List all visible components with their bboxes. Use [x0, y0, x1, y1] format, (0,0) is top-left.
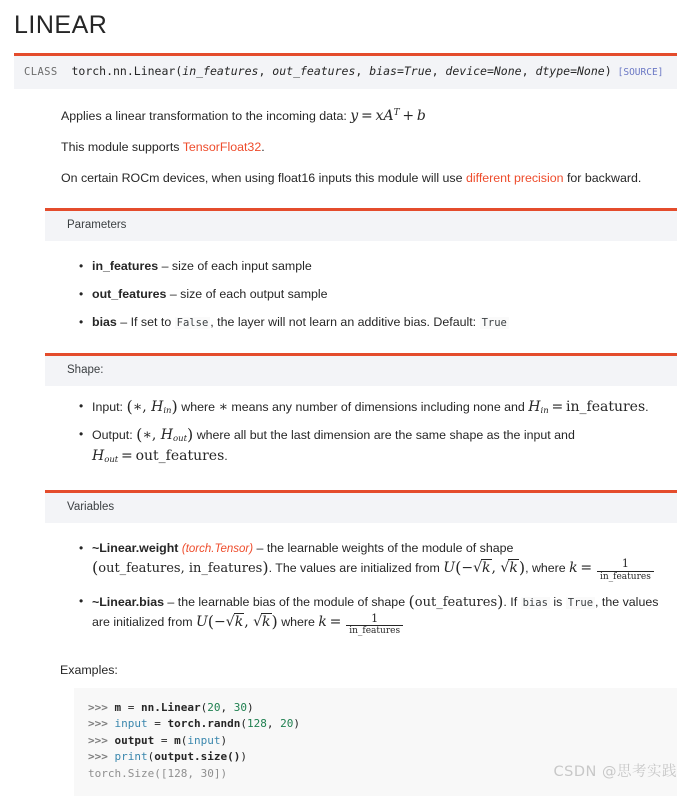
intro-text-2: This module supports: [61, 140, 183, 154]
signature-close-paren: ): [604, 64, 612, 78]
shape-input-mid: where: [177, 400, 219, 414]
variable-type-weight: torch.Tensor: [185, 543, 250, 555]
shape-output-tuple: (∗, $H_{out}$): [136, 425, 194, 444]
list-item: [49, 398, 673, 420]
list-item: [49, 540, 673, 582]
list-item: [49, 314, 673, 332]
code-line: >>> print(output.size()): [88, 750, 247, 764]
intro-text-3: On certain ROCm devices, when using float16 inputs this module will use: [61, 171, 466, 185]
variable-desc-weight-2: . The values are initialized from: [268, 561, 444, 575]
code-line: >>> m = nn.Linear(20, 30): [88, 700, 254, 714]
shape-input-equation: $H_{in}$ = in_features: [528, 399, 646, 416]
list-item: [49, 593, 673, 636]
code-output-line: torch.Size([128, 30]): [88, 766, 228, 780]
shape-output-mid: where all but the last dimension are the same shape as the input and: [193, 428, 575, 442]
variables-section: [45, 490, 677, 637]
weight-shape-tuple: (out_features, in_features): [92, 558, 269, 577]
signature-arg-out-features: out_features: [272, 64, 356, 78]
code-literal-true: True: [481, 317, 507, 329]
signature-open-paren: (: [175, 64, 183, 78]
code-line: >>> input = torch.randn(128, 20): [88, 717, 300, 731]
shape-input-mid-2: means any number of dimensions including none and: [227, 400, 529, 414]
param-name-bias: bias: [92, 315, 117, 329]
class-qualified-name: torch.nn.Linear: [71, 64, 176, 78]
shape-input-label: Input:: [92, 400, 127, 414]
variable-desc-bias-3: is: [549, 595, 566, 610]
class-signature-bar: [14, 53, 677, 89]
code-line: >>> output = m(input): [88, 733, 228, 747]
variables-list: [49, 540, 673, 637]
param-desc-in-features: size of each input sample: [171, 259, 312, 273]
variable-desc-bias-1: the learnable bias of the module of shape: [177, 595, 409, 610]
intro-paragraph-tf32: [61, 139, 677, 156]
param-name-out-features: out_features: [92, 287, 167, 301]
intro-text-2-end: .: [261, 140, 265, 154]
bias-k-equation: k = $\frac{1}{\text{in\_features}}$: [318, 614, 405, 630]
variable-name-weight: ~Linear.weight: [92, 541, 179, 555]
list-item: [49, 426, 673, 469]
intro-paragraph-transformation: [61, 105, 677, 125]
variable-sep: –: [163, 595, 178, 610]
variable-type-wrap: (torch.Tensor): [181, 543, 254, 555]
variable-desc-weight-3: , where: [525, 561, 570, 575]
variables-body: [45, 523, 677, 637]
watermark: CSDN @思考实践: [553, 764, 677, 780]
param-desc-bias-before: If set to: [130, 315, 175, 329]
variable-desc-bias-5: where: [277, 615, 319, 630]
weight-uniform-dist: U(−√k, √k): [443, 558, 526, 577]
bias-shape-tuple: (out_features): [408, 592, 504, 612]
list-item: [49, 258, 673, 275]
shape-output-label: Output:: [92, 428, 137, 442]
shape-input-tuple: (∗, $H_{in}$): [126, 397, 178, 416]
parameters-body: [45, 241, 677, 332]
param-desc-out-features: size of each output sample: [180, 287, 328, 301]
intro-paragraph-rocm: [61, 170, 677, 187]
variable-desc-bias-4: , the values are initialized from: [92, 595, 659, 630]
signature-arg-dtype: dtype=None: [535, 64, 605, 78]
code-literal-bias: bias: [522, 597, 548, 610]
signature-arg-bias: bias=True: [369, 64, 432, 78]
variable-sep: –: [253, 541, 267, 555]
variable-name-bias: ~Linear.bias: [92, 595, 164, 610]
bias-uniform-dist: U(−√k, √k): [195, 612, 278, 632]
shape-output-equation: $H_{out}$ = out_features: [92, 448, 225, 465]
param-sep: –: [158, 259, 172, 273]
shape-star-2: ∗: [218, 399, 228, 415]
variable-desc-weight-1: the learnable weights of the module of shape: [266, 541, 514, 555]
shape-output-end: .: [224, 449, 228, 463]
class-signature: CLASS torch.nn.Linear(in_features, out_features, bias=True, device=None, dtype=None) [SOURCE]: [24, 64, 664, 78]
intro-text-3-end: for backward.: [563, 171, 642, 185]
intro-region: [0, 105, 691, 187]
linear-formula: $y = xA^T + b$: [350, 108, 426, 124]
parameters-list: [49, 258, 673, 332]
intro-text-1: Applies a linear transformation to the incoming data:: [61, 109, 351, 123]
code-literal-true-bias: True: [567, 597, 594, 610]
page-title: LINEAR: [14, 11, 108, 39]
signature-arg-device: device=None: [445, 64, 522, 78]
class-keyword: CLASS: [24, 66, 58, 78]
weight-k-equation: k = $\frac{1}{\text{in\_features}}$: [569, 560, 656, 576]
list-item: [49, 286, 673, 303]
param-name-in-features: in_features: [92, 259, 159, 273]
code-literal-false: False: [176, 317, 209, 329]
shape-heading: Shape:: [45, 353, 677, 386]
variable-desc-bias-2: . If: [503, 595, 521, 610]
param-sep: –: [116, 315, 131, 329]
signature-arg-in-features: in_features: [182, 64, 259, 78]
tensorfloat32-link[interactable]: TensorFloat32: [182, 140, 262, 154]
source-link[interactable]: [SOURCE]: [617, 67, 664, 78]
param-desc-bias-mid: , the layer will not learn an additive bias. Default:: [210, 315, 480, 329]
shape-input-end: .: [645, 400, 649, 414]
variables-heading: Variables: [45, 490, 677, 523]
param-sep: –: [166, 287, 181, 301]
shape-body: [45, 386, 677, 469]
shape-list: [49, 398, 673, 469]
examples-label: Examples:: [60, 662, 118, 677]
different-precision-link[interactable]: different precision: [465, 171, 564, 185]
shape-section: [45, 353, 677, 469]
parameters-heading: Parameters: [45, 208, 677, 241]
parameters-section: [45, 208, 677, 332]
